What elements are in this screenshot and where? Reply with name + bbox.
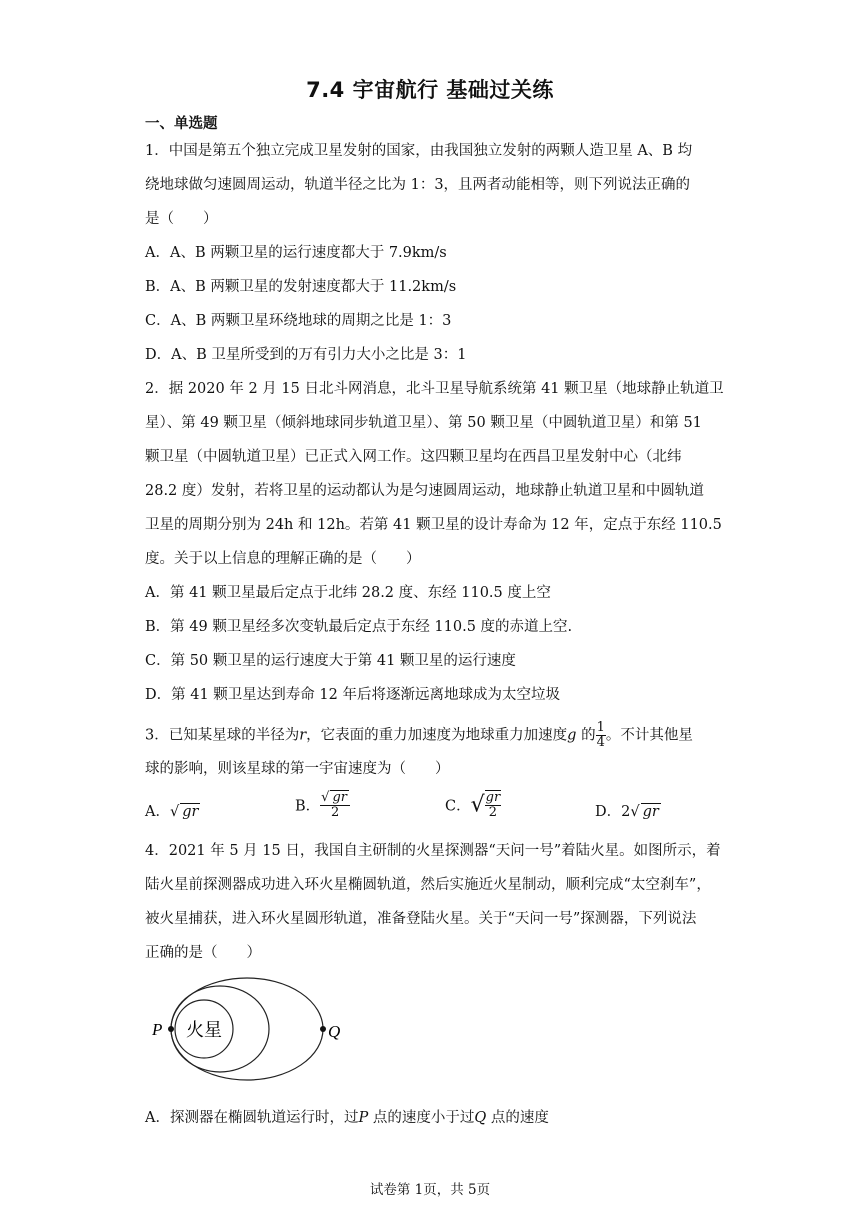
page-footer: 试卷第 1页，共 5页 (369, 1182, 491, 1198)
q4-line-2: 陆火星前探测器成功进入环火星椭圆轨道，然后实施近火星制动，顺利完成“太空刹车”， (145, 877, 711, 893)
q1-line-3: 是（ ） (145, 211, 218, 227)
q3-option-a: A．√ gr (145, 804, 199, 820)
q1-option-d: D．A、B 卫星所受到的万有引力大小之比是 3：1 (145, 347, 467, 363)
q3-text-pre: 3．已知某星球的半径为 (145, 727, 300, 744)
q2-line-3: 颗卫星（中圆轨道卫星）已正式入网工作。这四颗卫星均在西昌卫星发射中心（北纬 (145, 449, 682, 465)
q3-line-1 (145, 721, 715, 750)
section-heading: 一、单选题 (145, 116, 218, 132)
q3-option-b (295, 790, 350, 820)
q2-option-d: D．第 41 颗卫星达到寿命 12 年后将逐渐远离地球成为太空垃圾 (145, 687, 560, 703)
q3-var-r: r (299, 727, 307, 744)
q4-option-a-post: 点的速度 (486, 1110, 549, 1126)
page-title: 7.4 宇宙航行 基础过关练 (306, 78, 554, 102)
q3-fraction-num: 1 (596, 720, 605, 735)
q3-line-2: 球的影响，则该星球的第一宇宙速度为（ ） (145, 761, 450, 777)
q1-option-c: C．A、B 两颗卫星环绕地球的周期之比是 1：3 (145, 313, 452, 329)
q3-option-c: C．√ $\frac{gr}{2}$ (445, 790, 501, 820)
q1-line-2: 绕地球做匀速圆周运动，轨道半径之比为 1：3，且两者动能相等，则下列说法正确的 (145, 177, 691, 193)
q3-option-a-label: A． (145, 804, 170, 820)
point-p-dot (168, 1026, 174, 1032)
q4-line-3: 被火星捕获，进入环火星圆形轨道，准备登陆火星。关于“天问一号”探测器，下列说法 (145, 911, 697, 927)
q3-option-b-den: 2 (330, 805, 340, 820)
q3-text-post: 。不计其他星 (605, 727, 693, 744)
q3-option-a-radicand: gr (182, 804, 199, 820)
q4-line-1: 4．2021 年 5 月 15 日，我国自主研制的火星探测器“天问一号”着陆火星。如图所示，着 (145, 843, 721, 859)
q2-option-b: B．第 49 颗卫星经多次变轨最后定点于东经 110.5 度的赤道上空. (145, 619, 573, 635)
q1-line-1: 1．中国是第五个独立完成卫星发射的国家，由我国独立发射的两颗人造卫星 A、B 均 (145, 143, 693, 159)
q3-option-c-radicand: gr (485, 790, 501, 805)
q3-text-mid: ，它表面的重力加速度为地球重力加速度 (306, 727, 568, 744)
q3-option-d: D．2√ gr (595, 804, 659, 820)
q4-option-a-pre: A．探测器在椭圆轨道运行时，过 (145, 1110, 359, 1126)
q2-line-4: 28.2 度）发射，若将卫星的运动都认为是匀速圆周运动，地球静止轨道卫星和中圆轨道 (145, 483, 704, 499)
q4-option-a-mid: 点的速度小于过 (368, 1110, 475, 1126)
q4-line-4: 正确的是（ ） (145, 945, 261, 961)
q3-text-de: 的 (576, 727, 596, 744)
q3-fraction-den: 4 (596, 735, 605, 750)
q1-option-b: B．A、B 两颗卫星的发射速度都大于 11.2km/s (145, 279, 457, 295)
q3-fraction (596, 721, 606, 750)
q2-line-2: 星）、第 49 颗卫星（倾斜地球同步轨道卫星）、第 50 颗卫星（中圆轨道卫星）和第 51 (145, 415, 702, 431)
q3-option-b-radicand: gr (332, 790, 347, 805)
q3-option-d-coef: 2 (621, 804, 631, 820)
mars-label: 火星 (186, 1020, 222, 1041)
q2-line-1: 2．据 2020 年 2 月 15 日北斗网消息，北斗卫星导航系统第 41 颗卫星（地球静止轨道卫 (145, 381, 724, 397)
q3-var-g: g (567, 727, 577, 744)
q4-option-a (145, 1108, 715, 1128)
q1-option-a: A．A、B 两颗卫星的运行速度都大于 7.9km/s (145, 245, 447, 261)
point-p-label: P (152, 1020, 163, 1039)
q4-option-a-p: P (358, 1110, 369, 1126)
mars-orbit-figure (140, 970, 350, 1090)
q2-line-6: 度。关于以上信息的理解正确的是（ ） (145, 551, 421, 567)
point-q-label: Q (328, 1022, 341, 1041)
q3-option-c-den: 2 (488, 805, 498, 820)
q2-line-5: 卫星的周期分别为 24h 和 12h。若第 41 颗卫星的设计寿命为 12 年，定点于东经 110.5 (145, 517, 722, 533)
q3-option-b-fraction: $\frac{√ gr}{2}$ (320, 790, 350, 820)
q3-option-d-label: D． (595, 804, 622, 820)
q4-option-a-q: Q (474, 1110, 487, 1126)
q2-option-a: A．第 41 颗卫星最后定点于北纬 28.2 度、东经 110.5 度上空 (145, 585, 551, 601)
q3-option-c-fraction (485, 790, 502, 820)
q3-option-b-label: B． (295, 798, 321, 815)
q2-option-c: C．第 50 颗卫星的运行速度大于第 41 颗卫星的运行速度 (145, 653, 516, 669)
q3-option-d-radicand: gr (642, 804, 659, 820)
point-q-dot (320, 1026, 326, 1032)
q3-option-c-label: C． (445, 798, 471, 815)
